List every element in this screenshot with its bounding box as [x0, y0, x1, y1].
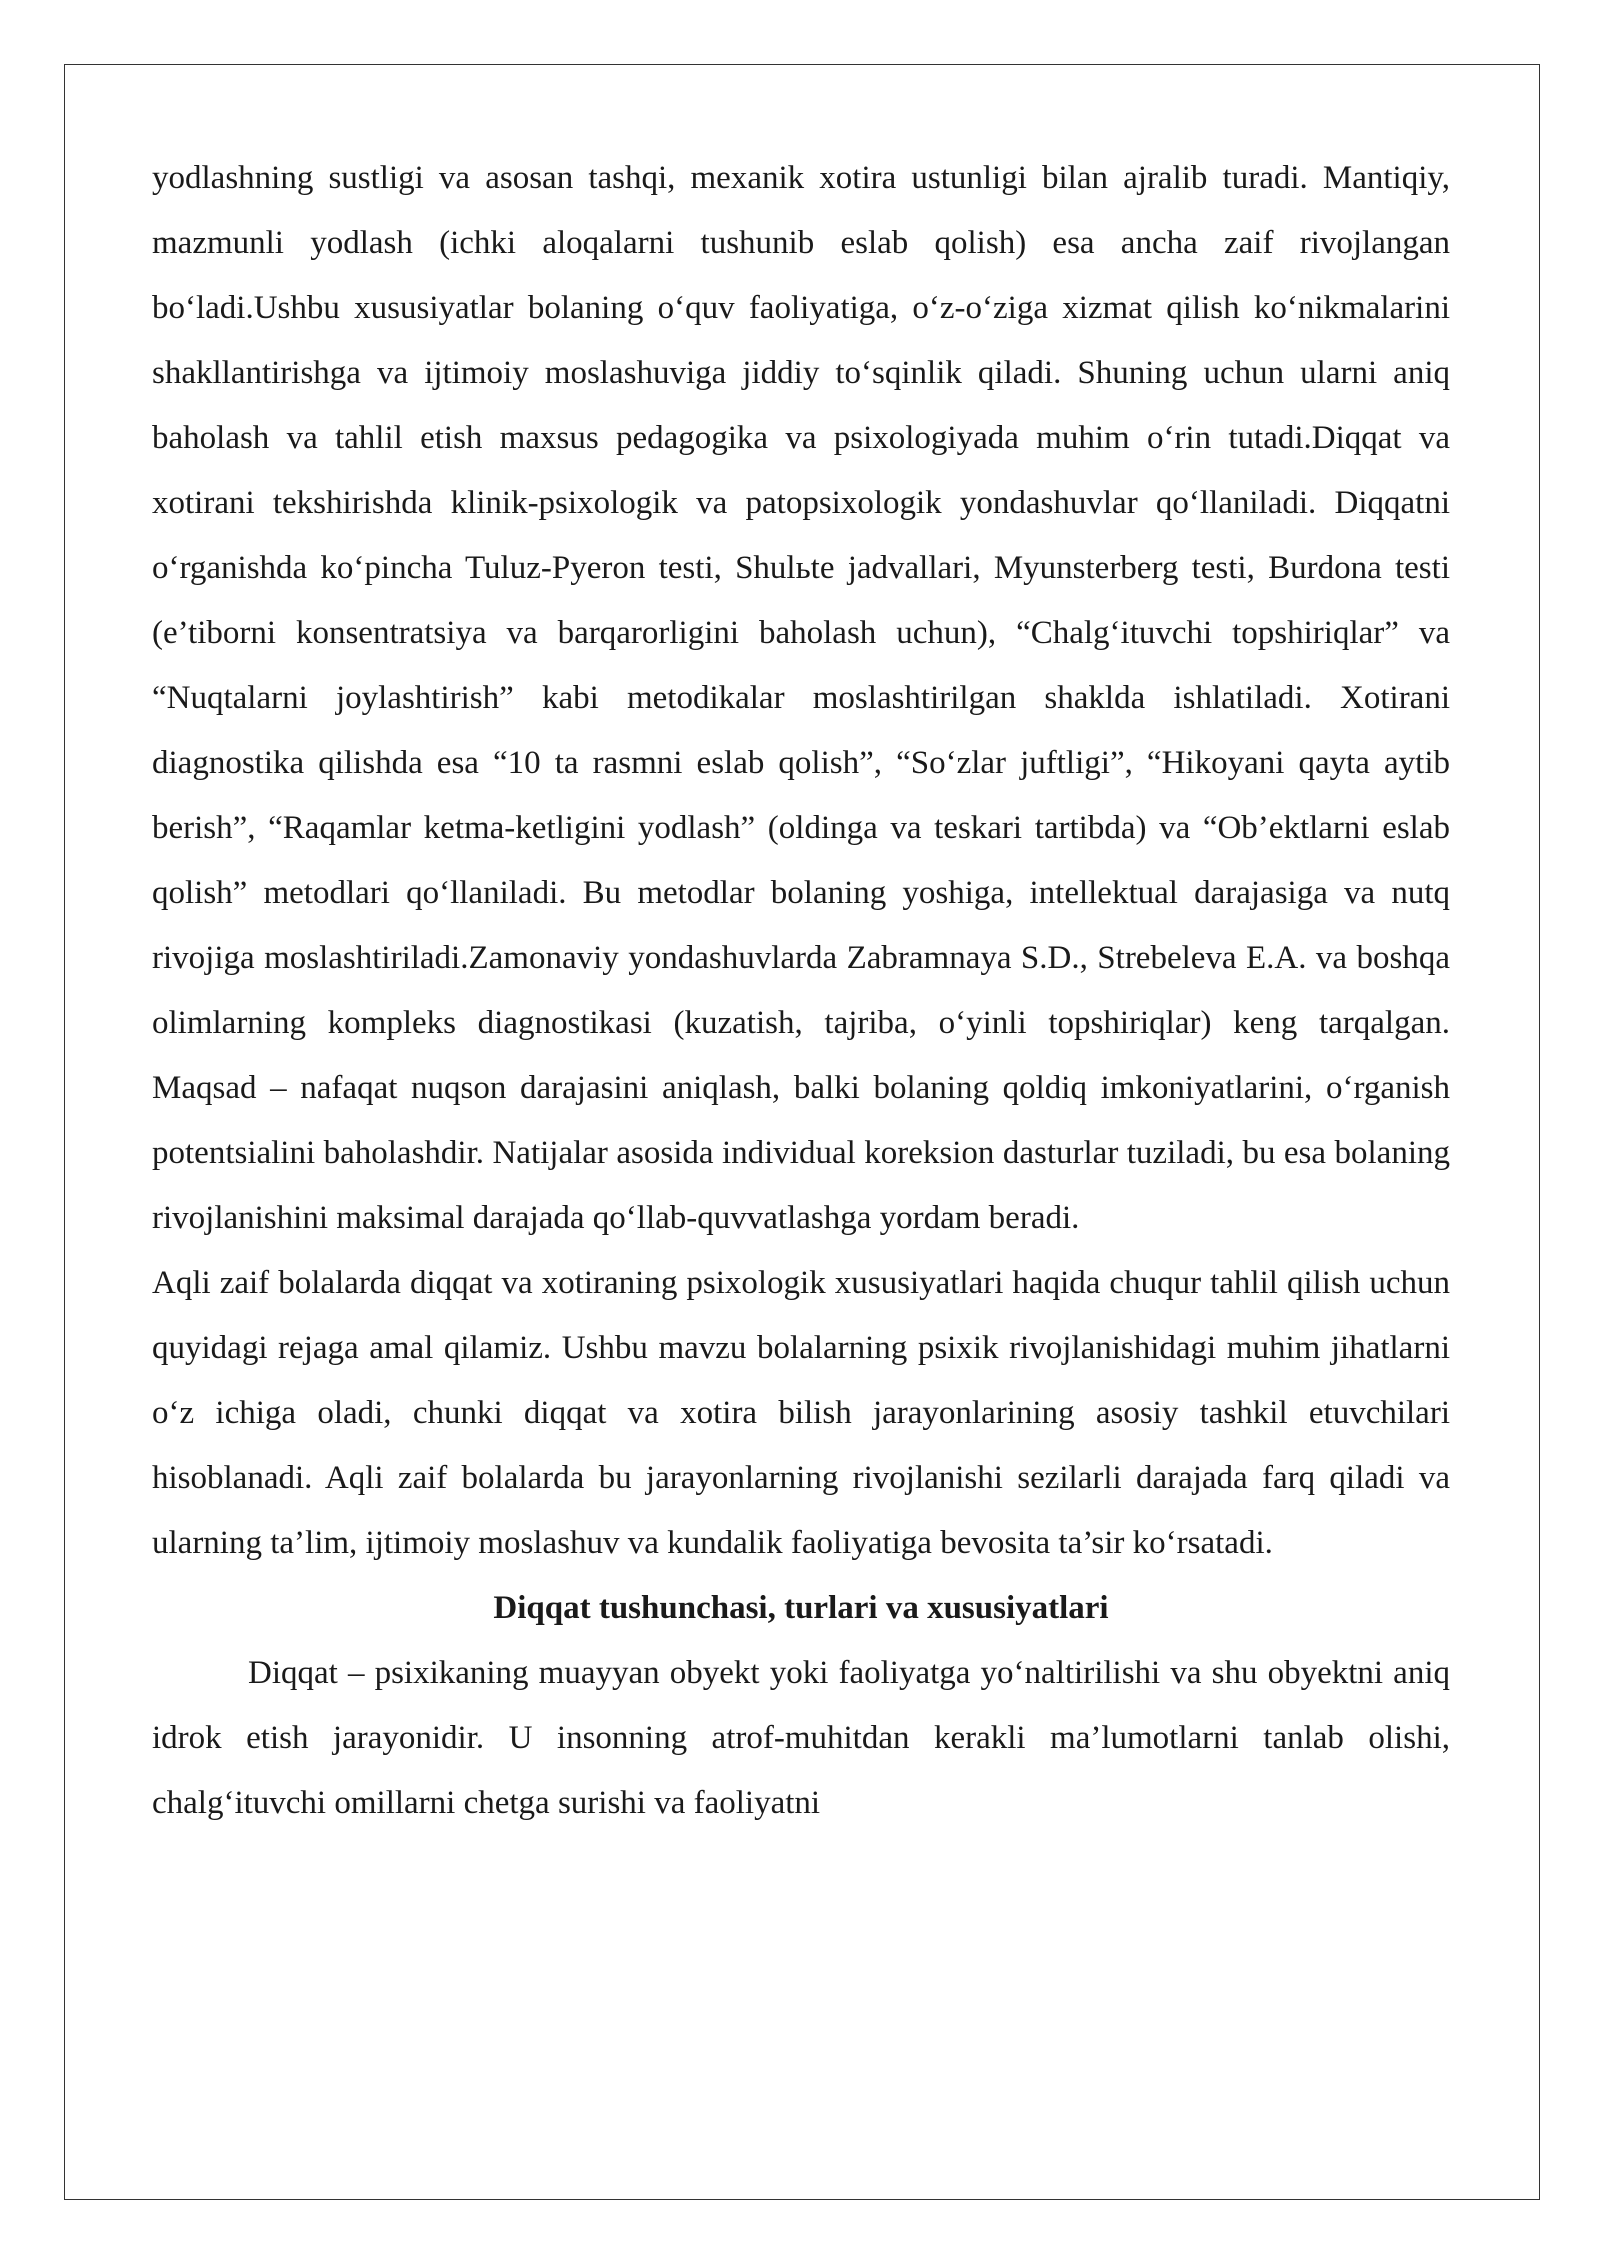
paragraph-1: yodlashning sustligi va asosan tashqi, mexanik xotira ustunligi bilan ajralib turadi. Mantiqiy, mazmunli yodlash (ichki aloqalarni tushunib eslab qolish) esa ancha zaif rivojlangan bo‘ladi.Ushbu xususiyatlar bolaning o‘quv faoliyatiga, o‘z-o‘ziga xizmat qilish ko‘nikmalarini shakllantirishga va ijtimoiy moslashuviga jiddiy to‘sqinlik qiladi. Shuning uchun ularni aniq baholash va tahlil etish maxsus pedagogika va psixologiyada muhim o‘rin tutadi.Diqqat va xotirani tekshirishda klinik-psixologik va patopsixologik yondashuvlar qo‘llaniladi. Diqqatni o‘rganishda ko‘pincha Tuluz-Pyeron testi, Shulьte jadvallari, Myunsterberg testi, Burdona testi (e’tiborni konsentratsiya va barqarorligini baholash uchun), “Chalg‘ituvchi topshiriqlar” va “Nuqtalarni joylashtirish” kabi metodikalar moslashtirilgan shaklda ishlatiladi. Xotirani diagnostika qilishda esa “10 ta rasmni eslab qolish”, “So‘zlar juftligi”, “Hikoyani qayta aytib berish”, “Raqamlar ketma-ketligini yodlash” (oldinga va teskari tartibda) va “Ob’ektlarni eslab qolish” metodlari qo‘llaniladi. Bu metodlar bolaning yoshiga, intellektual darajasiga va nutq rivojiga moslashtiriladi.Zamonaviy yondashuvlarda Zabramnaya S.D., Strebeleva E.A. va boshqa olimlarning kompleks diagnostikasi (kuzatish, tajriba, o‘yinli topshiriqlar) keng tarqalgan. Maqsad – nafaqat nuqson darajasini aniqlash, balki bolaning qoldiq imkoniyatlarini, o‘rganish potentsialini baholashdir. Natijalar asosida individual koreksion dasturlar tuziladi, bu esa bolaning rivojlanishini maksimal darajada qo‘llab-quvvatlashga yordam beradi. [152, 160, 1450, 1236]
document-body [152, 146, 1450, 1836]
section-heading: Diqqat tushunchasi, turlari va xususiyatlari [493, 1590, 1109, 1626]
paragraph-3: Diqqat – psixikaning muayyan obyekt yoki faoliyatga yo‘naltirilishi va shu obyektni aniq idrok etish jarayonidir. U insonning atrof-muhitdan kerakli ma’lumotlarni tanlab olishi, chalg‘ituvchi omillarni chetga surishi va faoliyatni [152, 1655, 1450, 1821]
paragraph-2: Aqli zaif bolalarda diqqat va xotiraning psixologik xususiyatlari haqida chuqur tahlil qilish uchun quyidagi rejaga amal qilamiz. Ushbu mavzu bolalarning psixik rivojlanishidagi muhim jihatlarni o‘z ichiga oladi, chunki diqqat va xotira bilish jarayonlarining asosiy tashkil etuvchilari hisoblanadi. Aqli zaif bolalarda bu jarayonlarning rivojlanishi sezilarli darajada farq qiladi va ularning ta’lim, ijtimoiy moslashuv va kundalik faoliyatiga bevosita ta’sir ko‘rsatadi. [152, 1265, 1450, 1561]
